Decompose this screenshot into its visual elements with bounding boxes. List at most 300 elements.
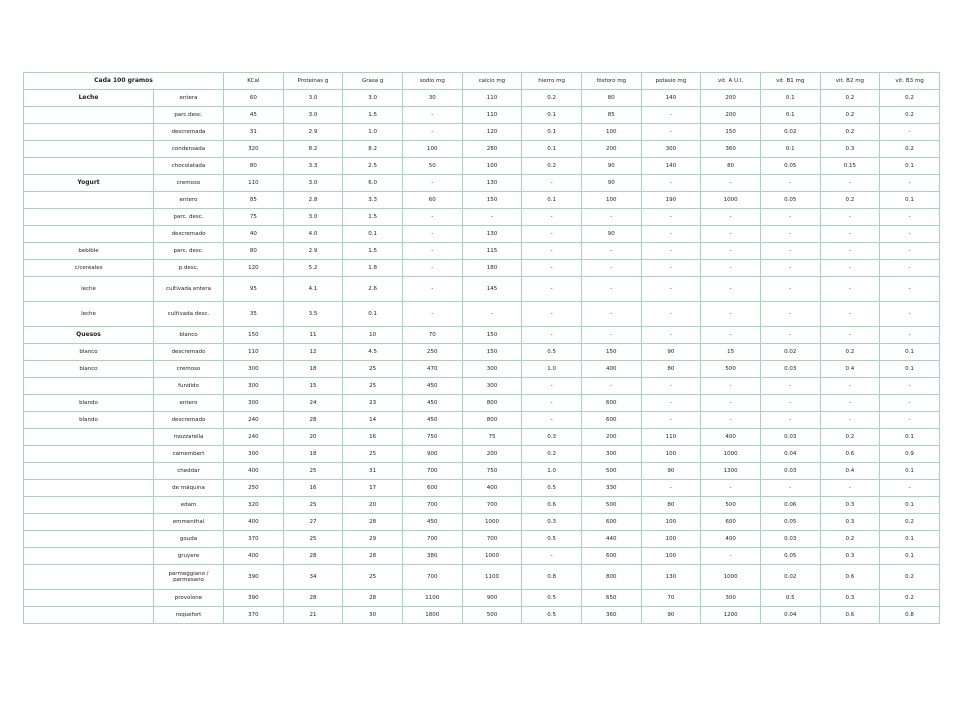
- table-cell: -: [641, 243, 701, 260]
- table-cell: 1.0: [522, 463, 582, 480]
- table-cell: 200: [581, 429, 641, 446]
- row-group-label: [24, 497, 154, 514]
- table-cell: -: [522, 260, 582, 277]
- table-cell: -: [820, 260, 880, 277]
- table-cell: -: [641, 107, 701, 124]
- table-cell: 140: [641, 158, 701, 175]
- table-cell: -: [402, 175, 462, 192]
- table-cell: -: [701, 277, 761, 302]
- table-cell: -: [820, 302, 880, 327]
- table-cell: 1.0: [343, 124, 403, 141]
- table-cell: 28: [343, 548, 403, 565]
- table-cell: 100: [581, 192, 641, 209]
- table-cell: 320: [224, 497, 284, 514]
- table-cell: -: [880, 327, 940, 344]
- table-cell: -: [820, 412, 880, 429]
- table-cell: 400: [224, 463, 284, 480]
- table-cell: 0.2: [522, 446, 582, 463]
- table-cell: 90: [581, 158, 641, 175]
- table-cell: 600: [701, 514, 761, 531]
- table-cell: 450: [402, 412, 462, 429]
- table-cell: -: [522, 548, 582, 565]
- table-cell: 240: [224, 429, 284, 446]
- table-cell: 700: [402, 497, 462, 514]
- table-cell: 3.5: [283, 302, 343, 327]
- table-cell: 0.1: [880, 497, 940, 514]
- table-cell: -: [522, 209, 582, 226]
- table-cell: 1000: [462, 514, 522, 531]
- table-cell: 0.3: [820, 497, 880, 514]
- table-cell: 400: [224, 548, 284, 565]
- table-row: [24, 192, 940, 209]
- table-cell: 1000: [462, 548, 522, 565]
- table-cell: 650: [581, 590, 641, 607]
- table-cell: 200: [462, 446, 522, 463]
- table-cell: 0.5: [522, 590, 582, 607]
- table-cell: 95: [224, 277, 284, 302]
- row-group-label: [24, 548, 154, 565]
- table-cell: -: [880, 378, 940, 395]
- row-item-label: cremoso: [154, 175, 224, 192]
- table-cell: -: [402, 302, 462, 327]
- table-cell: 300: [701, 590, 761, 607]
- table-cell: 750: [402, 429, 462, 446]
- table-cell: 0.1: [880, 344, 940, 361]
- row-item-label: descremado: [154, 412, 224, 429]
- table-cell: 0.6: [820, 446, 880, 463]
- column-header: vit. B3 mg: [880, 73, 940, 90]
- table-cell: -: [820, 327, 880, 344]
- table-cell: -: [701, 327, 761, 344]
- table-cell: 80: [224, 243, 284, 260]
- table-cell: 0.8: [880, 607, 940, 624]
- table-cell: 100: [402, 141, 462, 158]
- table-cell: -: [760, 175, 820, 192]
- table-cell: -: [402, 277, 462, 302]
- table-cell: 28: [283, 548, 343, 565]
- table-cell: 200: [581, 141, 641, 158]
- table-cell: 150: [701, 124, 761, 141]
- row-group-label: Yogurt: [24, 175, 154, 192]
- column-header: KCal: [224, 73, 284, 90]
- table-cell: 18: [283, 361, 343, 378]
- table-cell: 380: [402, 548, 462, 565]
- table-cell: -: [641, 260, 701, 277]
- table-cell: -: [701, 175, 761, 192]
- table-cell: 0.6: [820, 607, 880, 624]
- row-group-label: [24, 607, 154, 624]
- table-cell: 8.2: [283, 141, 343, 158]
- table-cell: 0.1: [880, 463, 940, 480]
- table-cell: 20: [343, 497, 403, 514]
- table-cell: -: [820, 175, 880, 192]
- table-cell: 60: [402, 192, 462, 209]
- row-item-label: p.desc.: [154, 260, 224, 277]
- table-cell: 31: [224, 124, 284, 141]
- table-cell: 300: [641, 141, 701, 158]
- table-cell: -: [820, 209, 880, 226]
- table-cell: 470: [402, 361, 462, 378]
- table-cell: 0.1: [880, 531, 940, 548]
- table-cell: 145: [462, 277, 522, 302]
- table-cell: 100: [641, 531, 701, 548]
- table-cell: 150: [581, 344, 641, 361]
- table-cell: 250: [402, 344, 462, 361]
- table-cell: 900: [462, 590, 522, 607]
- table-row: [24, 548, 940, 565]
- table-cell: -: [880, 260, 940, 277]
- table-cell: 700: [402, 531, 462, 548]
- table-cell: 0.2: [820, 429, 880, 446]
- row-item-label: chocolatada: [154, 158, 224, 175]
- table-cell: -: [820, 378, 880, 395]
- row-item-label: parc. desc.: [154, 243, 224, 260]
- table-cell: -: [760, 378, 820, 395]
- table-cell: 240: [224, 412, 284, 429]
- table-cell: 450: [402, 514, 462, 531]
- table-cell: 16: [283, 480, 343, 497]
- table-cell: -: [701, 395, 761, 412]
- table-cell: 300: [224, 378, 284, 395]
- table-cell: 120: [224, 260, 284, 277]
- table-cell: -: [581, 327, 641, 344]
- row-group-label: [24, 514, 154, 531]
- row-group-label: c/cereales: [24, 260, 154, 277]
- table-cell: 0.1: [522, 192, 582, 209]
- table-cell: 0.3: [820, 141, 880, 158]
- table-cell: 300: [224, 361, 284, 378]
- table-cell: 12: [283, 344, 343, 361]
- table-cell: 0.3: [820, 590, 880, 607]
- table-cell: 0.2: [820, 344, 880, 361]
- row-group-label: [24, 446, 154, 463]
- table-cell: -: [522, 243, 582, 260]
- table-cell: 600: [581, 548, 641, 565]
- table-cell: 0.3: [820, 548, 880, 565]
- table-cell: 29: [343, 531, 403, 548]
- table-cell: 750: [462, 463, 522, 480]
- table-cell: 0.5: [522, 607, 582, 624]
- table-cell: 0.6: [522, 497, 582, 514]
- table-cell: 130: [641, 565, 701, 590]
- row-group-label: [24, 590, 154, 607]
- table-row: [24, 90, 940, 107]
- table-cell: -: [760, 277, 820, 302]
- table-cell: 17: [343, 480, 403, 497]
- table-row: [24, 260, 940, 277]
- table-cell: 11: [283, 327, 343, 344]
- table-cell: -: [641, 277, 701, 302]
- column-header: Proteinas g: [283, 73, 343, 90]
- row-group-label: leche: [24, 302, 154, 327]
- table-cell: 25: [283, 497, 343, 514]
- row-item-label: camembert: [154, 446, 224, 463]
- table-cell: 27: [283, 514, 343, 531]
- table-cell: 2.6: [343, 277, 403, 302]
- table-cell: -: [641, 226, 701, 243]
- column-header: vit. A U.I.: [701, 73, 761, 90]
- table-row: [24, 378, 940, 395]
- table-cell: 16: [343, 429, 403, 446]
- table-cell: 0.8: [522, 565, 582, 590]
- row-item-label: gouda: [154, 531, 224, 548]
- row-group-label: [24, 141, 154, 158]
- row-group-label: [24, 378, 154, 395]
- table-cell: -: [880, 395, 940, 412]
- table-body: [24, 90, 940, 624]
- table-cell: 3.0: [283, 107, 343, 124]
- table-cell: 300: [462, 361, 522, 378]
- table-cell: 0.02: [760, 124, 820, 141]
- table-cell: -: [760, 302, 820, 327]
- row-item-label: provolone: [154, 590, 224, 607]
- table-cell: -: [820, 480, 880, 497]
- table-cell: 0.06: [760, 497, 820, 514]
- table-row: [24, 412, 940, 429]
- row-group-label: [24, 480, 154, 497]
- table-cell: 300: [462, 378, 522, 395]
- row-group-label: [24, 565, 154, 590]
- table-cell: 200: [701, 90, 761, 107]
- table-cell: 110: [641, 429, 701, 446]
- table-cell: 0.2: [820, 107, 880, 124]
- row-item-label: blanco: [154, 327, 224, 344]
- row-item-label: cultivada entera: [154, 277, 224, 302]
- table-cell: 1.5: [343, 243, 403, 260]
- table-cell: 0.1: [522, 107, 582, 124]
- table-cell: 700: [462, 531, 522, 548]
- table-cell: -: [760, 412, 820, 429]
- table-cell: 600: [581, 514, 641, 531]
- corner-header: Cada 100 gramos: [24, 73, 224, 90]
- table-cell: 300: [224, 395, 284, 412]
- table-cell: 1.8: [343, 260, 403, 277]
- table-cell: -: [701, 260, 761, 277]
- table-cell: 0.1: [880, 192, 940, 209]
- table-cell: 0.2: [522, 90, 582, 107]
- table-cell: 0.2: [880, 141, 940, 158]
- header-row: [24, 73, 940, 90]
- table-cell: 0.04: [760, 446, 820, 463]
- table-cell: 90: [641, 607, 701, 624]
- table-cell: -: [522, 395, 582, 412]
- table-cell: 25: [283, 463, 343, 480]
- table-cell: 0.3: [522, 514, 582, 531]
- column-header: Grasa g: [343, 73, 403, 90]
- row-item-label: parmeggiano / parmesano: [154, 565, 224, 590]
- table-cell: 90: [641, 344, 701, 361]
- table-cell: 0.1: [760, 141, 820, 158]
- table-cell: -: [462, 209, 522, 226]
- table-cell: -: [641, 175, 701, 192]
- table-cell: -: [402, 107, 462, 124]
- table-cell: 360: [701, 141, 761, 158]
- table-cell: 190: [641, 192, 701, 209]
- table-cell: 60: [224, 90, 284, 107]
- row-item-label: cultivada desc.: [154, 302, 224, 327]
- table-cell: 0.3: [820, 514, 880, 531]
- table-cell: -: [641, 327, 701, 344]
- table-cell: -: [701, 480, 761, 497]
- table-cell: 0.05: [760, 192, 820, 209]
- table-cell: 2.8: [283, 192, 343, 209]
- table-cell: 21: [283, 607, 343, 624]
- table-cell: 0.2: [880, 90, 940, 107]
- table-cell: 130: [462, 226, 522, 243]
- table-cell: -: [820, 243, 880, 260]
- table-cell: 90: [581, 226, 641, 243]
- table-cell: 31: [343, 463, 403, 480]
- table-cell: 110: [462, 90, 522, 107]
- nutrition-table: [23, 72, 940, 624]
- table-cell: 15: [701, 344, 761, 361]
- table-cell: 20: [283, 429, 343, 446]
- table-cell: 0.2: [880, 565, 940, 590]
- table-cell: 14: [343, 412, 403, 429]
- column-header: vit. B2 mg: [820, 73, 880, 90]
- table-cell: 0.02: [760, 565, 820, 590]
- table-cell: 2.9: [283, 243, 343, 260]
- table-cell: 200: [701, 107, 761, 124]
- table-cell: -: [760, 243, 820, 260]
- table-cell: 3.3: [283, 158, 343, 175]
- table-cell: 30: [343, 607, 403, 624]
- column-header: potasio mg: [641, 73, 701, 90]
- table-cell: 34: [283, 565, 343, 590]
- table-row: [24, 463, 940, 480]
- table-cell: 390: [224, 565, 284, 590]
- table-cell: 0.5: [760, 590, 820, 607]
- table-cell: 100: [641, 514, 701, 531]
- table-cell: 1800: [402, 607, 462, 624]
- table-cell: -: [581, 209, 641, 226]
- table-cell: 1000: [701, 565, 761, 590]
- table-cell: -: [581, 243, 641, 260]
- table-cell: -: [701, 243, 761, 260]
- table-cell: 1000: [701, 192, 761, 209]
- table-cell: 700: [402, 463, 462, 480]
- row-group-label: blanco: [24, 344, 154, 361]
- table-cell: 4.1: [283, 277, 343, 302]
- table-cell: 75: [462, 429, 522, 446]
- table-row: [24, 395, 940, 412]
- row-item-label: parc. desc.: [154, 209, 224, 226]
- table-cell: -: [701, 209, 761, 226]
- table-cell: 2.5: [343, 158, 403, 175]
- table-cell: 80: [224, 158, 284, 175]
- table-row: [24, 175, 940, 192]
- table-row: [24, 590, 940, 607]
- table-cell: 0.15: [820, 158, 880, 175]
- row-group-label: [24, 429, 154, 446]
- table-cell: 0.1: [343, 226, 403, 243]
- table-cell: -: [880, 243, 940, 260]
- table-cell: -: [820, 395, 880, 412]
- table-cell: -: [880, 277, 940, 302]
- table-row: [24, 107, 940, 124]
- table-cell: 100: [641, 548, 701, 565]
- table-row: [24, 531, 940, 548]
- table-cell: 115: [462, 243, 522, 260]
- table-cell: 18: [283, 446, 343, 463]
- table-row: [24, 209, 940, 226]
- table-cell: 400: [701, 531, 761, 548]
- table-cell: -: [522, 378, 582, 395]
- row-item-label: cremoso: [154, 361, 224, 378]
- table-cell: -: [701, 378, 761, 395]
- table-cell: 50: [402, 158, 462, 175]
- table-cell: 370: [224, 531, 284, 548]
- table-cell: 3.0: [343, 90, 403, 107]
- table-cell: 23: [343, 395, 403, 412]
- table-cell: -: [641, 124, 701, 141]
- table-cell: 0.2: [820, 192, 880, 209]
- row-group-label: [24, 463, 154, 480]
- row-item-label: entero: [154, 192, 224, 209]
- table-cell: 0.1: [880, 158, 940, 175]
- table-row: [24, 497, 940, 514]
- table-cell: -: [641, 378, 701, 395]
- row-item-label: parc.desc.: [154, 107, 224, 124]
- table-cell: -: [462, 302, 522, 327]
- table-cell: 280: [462, 141, 522, 158]
- table-cell: -: [522, 412, 582, 429]
- table-cell: 150: [462, 327, 522, 344]
- table-cell: 300: [224, 446, 284, 463]
- row-item-label: de máquina: [154, 480, 224, 497]
- table-cell: 400: [462, 480, 522, 497]
- table-cell: 80: [641, 361, 701, 378]
- row-item-label: descremado: [154, 226, 224, 243]
- table-cell: 1100: [402, 590, 462, 607]
- table-cell: 3.0: [283, 209, 343, 226]
- table-cell: 3.3: [343, 192, 403, 209]
- table-cell: -: [820, 277, 880, 302]
- table-cell: 3.0: [283, 90, 343, 107]
- row-item-label: condensada: [154, 141, 224, 158]
- table-row: [24, 344, 940, 361]
- table-row: [24, 446, 940, 463]
- table-cell: 900: [402, 446, 462, 463]
- row-group-label: bebible: [24, 243, 154, 260]
- table-cell: 600: [581, 412, 641, 429]
- table-cell: 800: [581, 565, 641, 590]
- table-cell: -: [701, 302, 761, 327]
- table-cell: -: [522, 175, 582, 192]
- table-cell: 25: [343, 361, 403, 378]
- table-row: [24, 277, 940, 302]
- table-cell: 1.0: [522, 361, 582, 378]
- column-header: sodio mg: [402, 73, 462, 90]
- table-cell: -: [641, 209, 701, 226]
- row-group-label: [24, 226, 154, 243]
- table-cell: 85: [224, 192, 284, 209]
- table-cell: 0.1: [880, 548, 940, 565]
- table-cell: 0.05: [760, 158, 820, 175]
- table-cell: 0.4: [820, 463, 880, 480]
- table-cell: 250: [224, 480, 284, 497]
- table-cell: 450: [402, 378, 462, 395]
- table-cell: 180: [462, 260, 522, 277]
- table-row: [24, 243, 940, 260]
- table-cell: -: [760, 395, 820, 412]
- table-cell: 3.0: [283, 175, 343, 192]
- column-header: fósforo mg: [581, 73, 641, 90]
- table-cell: -: [701, 412, 761, 429]
- table-cell: -: [701, 226, 761, 243]
- table-cell: 150: [224, 327, 284, 344]
- table-cell: 80: [581, 90, 641, 107]
